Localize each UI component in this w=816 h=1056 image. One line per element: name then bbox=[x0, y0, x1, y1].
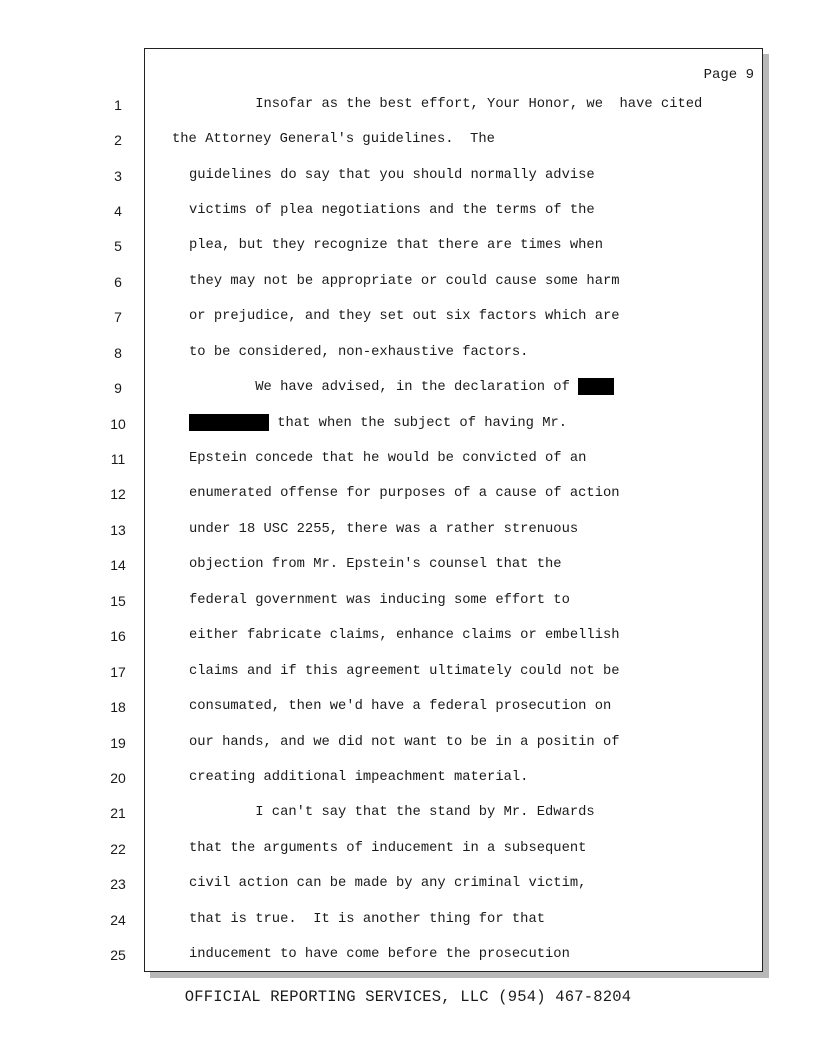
line-number: 18 bbox=[110, 699, 126, 715]
line-text: victims of plea negotiations and the terms of the bbox=[189, 203, 595, 218]
line-number: 12 bbox=[110, 486, 126, 502]
line-number: 21 bbox=[110, 805, 126, 821]
line-text: objection from Mr. Epstein's counsel that the bbox=[189, 557, 562, 572]
transcript-line bbox=[0, 803, 816, 823]
transcript-line bbox=[0, 343, 816, 363]
line-number: 11 bbox=[110, 451, 126, 467]
line-number: 15 bbox=[110, 593, 126, 609]
page-number-label: Page 9 bbox=[703, 67, 754, 83]
line-text: either fabricate claims, enhance claims or embellish bbox=[189, 628, 620, 643]
line-number: 14 bbox=[110, 557, 126, 573]
line-number: 19 bbox=[110, 735, 126, 751]
line-number: 13 bbox=[110, 522, 126, 538]
line-text: consumated, then we'd have a federal prosecution on bbox=[189, 699, 612, 714]
line-text: under 18 USC 2255, there was a rather strenuous bbox=[189, 522, 579, 537]
transcript-line bbox=[0, 307, 816, 327]
transcript-line bbox=[0, 697, 816, 717]
transcript-line bbox=[0, 555, 816, 575]
transcript-line bbox=[0, 591, 816, 611]
transcript-line bbox=[0, 626, 816, 646]
line-text: plea, but they recognize that there are times when bbox=[189, 238, 603, 253]
transcript-line bbox=[0, 910, 816, 930]
line-number: 8 bbox=[114, 345, 122, 361]
transcript-line bbox=[0, 272, 816, 292]
line-text: the Attorney General's guidelines. The bbox=[172, 132, 495, 147]
line-number: 22 bbox=[110, 841, 126, 857]
line-text-segment: that when the subject of having Mr. bbox=[269, 416, 568, 432]
transcript-line bbox=[0, 95, 816, 115]
line-number: 16 bbox=[110, 628, 126, 644]
line-number: 20 bbox=[110, 770, 126, 786]
transcript-line bbox=[0, 414, 816, 434]
line-text bbox=[189, 414, 567, 434]
transcript-line bbox=[0, 166, 816, 186]
line-number: 23 bbox=[110, 876, 126, 892]
line-text: they may not be appropriate or could cause some harm bbox=[189, 274, 620, 289]
line-text: I can't say that the stand by Mr. Edwards bbox=[189, 805, 595, 820]
redaction-bar bbox=[189, 414, 269, 431]
line-number: 3 bbox=[114, 168, 122, 184]
line-text: that the arguments of inducement in a subsequent bbox=[189, 841, 587, 856]
line-text bbox=[189, 378, 614, 398]
line-number: 1 bbox=[114, 97, 122, 113]
line-text: Insofar as the best effort, Your Honor, we have cited bbox=[189, 97, 703, 112]
line-number: 10 bbox=[110, 416, 126, 432]
line-text: to be considered, non-exhaustive factors. bbox=[189, 345, 529, 360]
line-text: inducement to have come before the prosecution bbox=[189, 947, 570, 962]
redaction-bar bbox=[578, 378, 614, 395]
line-text: or prejudice, and they set out six factors which are bbox=[189, 309, 620, 324]
line-number: 24 bbox=[110, 912, 126, 928]
transcript-line bbox=[0, 662, 816, 682]
transcript-line bbox=[0, 839, 816, 859]
line-text: claims and if this agreement ultimately could not be bbox=[189, 664, 620, 679]
line-text: creating additional impeachment material. bbox=[189, 770, 529, 785]
transcript-line bbox=[0, 484, 816, 504]
line-number: 2 bbox=[114, 132, 122, 148]
line-number: 9 bbox=[114, 380, 122, 396]
line-number: 6 bbox=[114, 274, 122, 290]
transcript-line bbox=[0, 449, 816, 469]
line-number: 4 bbox=[114, 203, 122, 219]
transcript-line bbox=[0, 378, 816, 398]
transcript-line bbox=[0, 236, 816, 256]
transcript-line bbox=[0, 733, 816, 753]
transcript-page-frame bbox=[144, 48, 763, 972]
line-text: federal government was inducing some effort to bbox=[189, 593, 570, 608]
reporter-footer: OFFICIAL REPORTING SERVICES, LLC (954) 467-8204 bbox=[184, 988, 632, 1006]
line-text: our hands, and we did not want to be in a positin of bbox=[189, 735, 620, 750]
line-number: 7 bbox=[114, 309, 122, 325]
line-text: Epstein concede that he would be convicted of an bbox=[189, 451, 587, 466]
transcript-line bbox=[0, 945, 816, 965]
line-number: 25 bbox=[110, 947, 126, 963]
transcript-line bbox=[0, 201, 816, 221]
line-text: guidelines do say that you should normally advise bbox=[189, 168, 595, 183]
line-text-segment: We have advised, in the declaration of bbox=[189, 380, 579, 396]
transcript-line bbox=[0, 520, 816, 540]
transcript-line bbox=[0, 130, 816, 150]
line-text: that is true. It is another thing for that bbox=[189, 912, 546, 927]
transcript-line bbox=[0, 874, 816, 894]
transcript-line bbox=[0, 768, 816, 788]
line-number: 5 bbox=[114, 238, 122, 254]
line-text: civil action can be made by any criminal victim, bbox=[189, 876, 587, 891]
line-text: enumerated offense for purposes of a cause of action bbox=[189, 486, 620, 501]
line-number: 17 bbox=[110, 664, 126, 680]
